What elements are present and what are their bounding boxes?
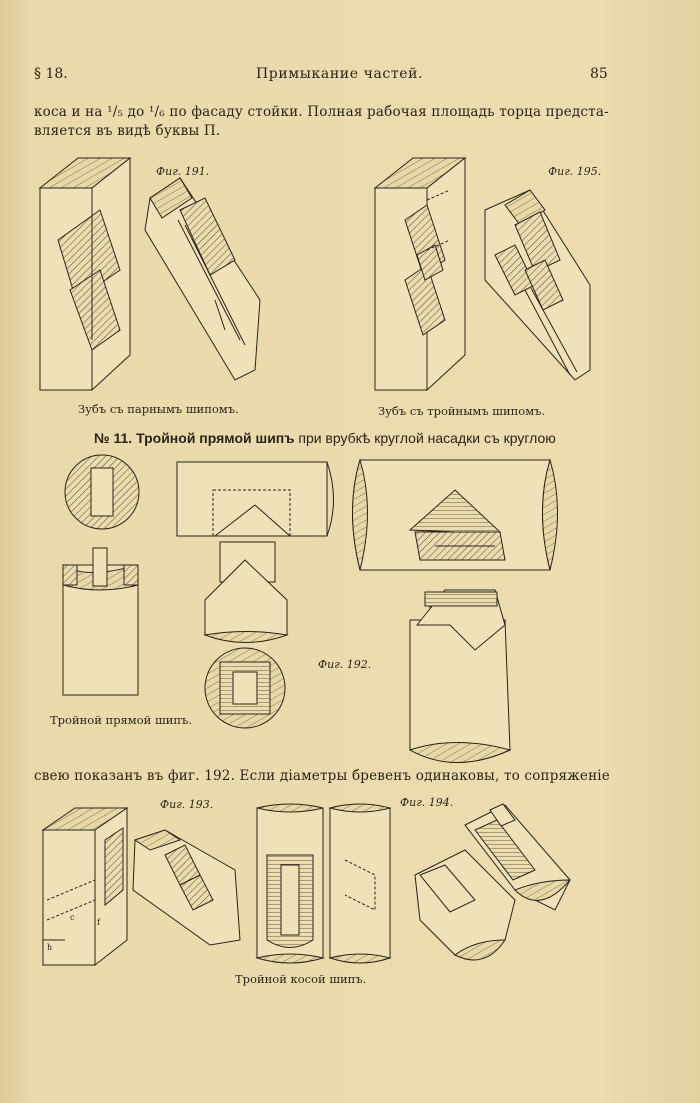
figure-label-194: Фиг. 194. (400, 796, 454, 809)
drawing-mark: h (47, 943, 53, 952)
paragraph-line: вляется въ видѣ буквы П. (34, 123, 221, 139)
heading-bold-text: Тройной прямой шипъ (136, 430, 295, 446)
figure-191-drawing (30, 150, 280, 400)
caption-triple-tenon: Зубъ съ тройнымъ шипомъ. (378, 404, 546, 418)
figure-label-191: Фиг. 191. (156, 165, 210, 178)
caption-oblique-triple-tenon: Тройной косой шипъ. (235, 972, 367, 986)
figure-label-193: Фиг. 193. (160, 798, 214, 811)
drawing-mark: f (97, 918, 100, 927)
heading-rest-text: при врубкѣ круглой насадки съ круглою (298, 430, 556, 446)
section-heading (94, 430, 556, 446)
paragraph-line: свею показанъ въ фиг. 192. Если діаметры бревенъ одинаковы, то сопряженіе (34, 768, 610, 784)
figure-label-195: Фиг. 195. (548, 165, 602, 178)
caption-straight-triple-tenon: Тройной прямой шипъ. (50, 713, 192, 727)
drawing-mark: c (70, 913, 75, 922)
heading-number: № 11. (94, 430, 133, 446)
running-title: Примыкание частей. (256, 66, 424, 82)
page-number: 85 (590, 66, 608, 82)
figure-193-194-drawing (35, 800, 580, 970)
figure-195-drawing (365, 150, 615, 400)
figure-label-192: Фиг. 192. (318, 658, 372, 671)
caption-paired-tenon: Зубъ съ парнымъ шипомъ. (78, 402, 239, 416)
section-number: § 18. (34, 66, 68, 82)
paragraph-line: коса и на ¹/₅ до ¹/₆ по фасаду стойки. Полная рабочая площадь торца предста- (34, 104, 609, 120)
